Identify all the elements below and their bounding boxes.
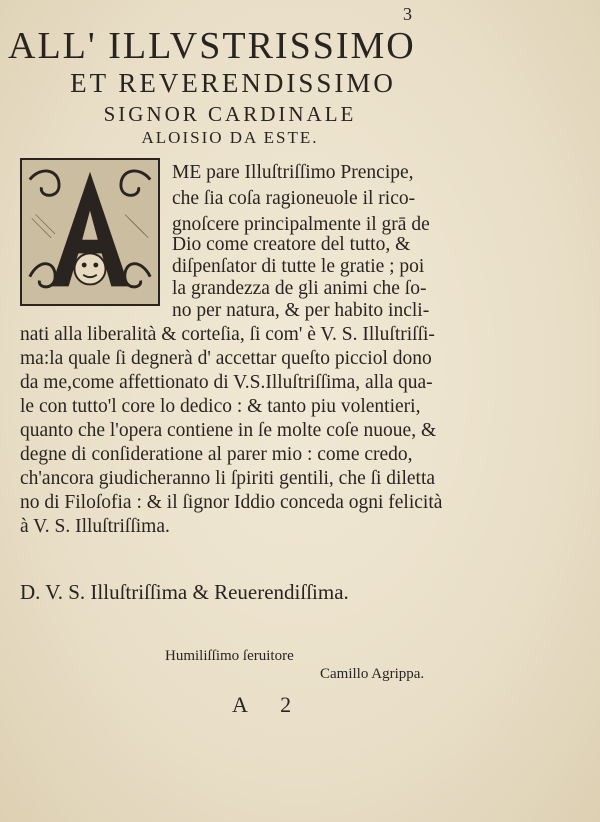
author-name: Camillo Agrippa. <box>320 666 425 682</box>
heading-line-2: ET REVERENDISSIMO <box>70 68 396 98</box>
body-line: degne di conſideratione al parer mio : come credo, <box>20 444 413 465</box>
body-line: ch'ancora giudicheranno li ſpiriti gentili, che ſi diletta <box>20 468 436 489</box>
page-number: 3 <box>403 4 412 24</box>
body-line: nati alla liberalità & corteſia, ſi com' è V. S. Illuſtriſſi- <box>20 324 435 345</box>
body-line: gnoſcere principalmente il grā de <box>172 214 430 235</box>
body-line: Dio come creatore del tutto, & <box>172 234 411 255</box>
body-line: ME pare Illuſtriſſimo Prencipe, <box>172 162 414 183</box>
heading-line-1: ALL' ILLVSTRISSIMO <box>8 25 416 67</box>
closing-salutation: D. V. S. Illuſtriſſima & Reuerendiſſima. <box>20 580 349 604</box>
decorated-initial-a <box>20 158 160 306</box>
body-line: quanto che l'opera contiene in ſe molte coſe nuoue, & <box>20 420 437 441</box>
body-line: da me,come affettionato di V.S.Illuſtriſſima, alla qua- <box>20 372 433 393</box>
ornament-icon <box>22 160 158 304</box>
body-line: no per natura, & per habito incli- <box>172 300 430 321</box>
heading-line-3: SIGNOR CARDINALE <box>103 102 357 126</box>
body-line: à V. S. Illuſtriſſima. <box>20 516 170 537</box>
body-line: le con tutto'l core lo dedico : & tanto piu volentieri, <box>20 396 421 417</box>
heading-line-4: ALOISIO DA ESTE. <box>141 128 319 147</box>
body-line: ma:la quale ſi degnerà d' accettar queſto picciol dono <box>20 348 432 369</box>
body-line: no di Filoſofia : & il ſignor Iddio conceda ogni felicità <box>20 492 443 513</box>
signature-mark: A 2 <box>232 692 306 717</box>
body-line: diſpenſator di tutte le gratie ; poi <box>172 256 425 277</box>
body-line: che ſia coſa ragioneuole il rico- <box>172 188 416 209</box>
servant-line: Humiliſſimo ſeruitore <box>165 648 294 664</box>
body-line: la grandezza de gli animi che ſo- <box>172 278 427 299</box>
